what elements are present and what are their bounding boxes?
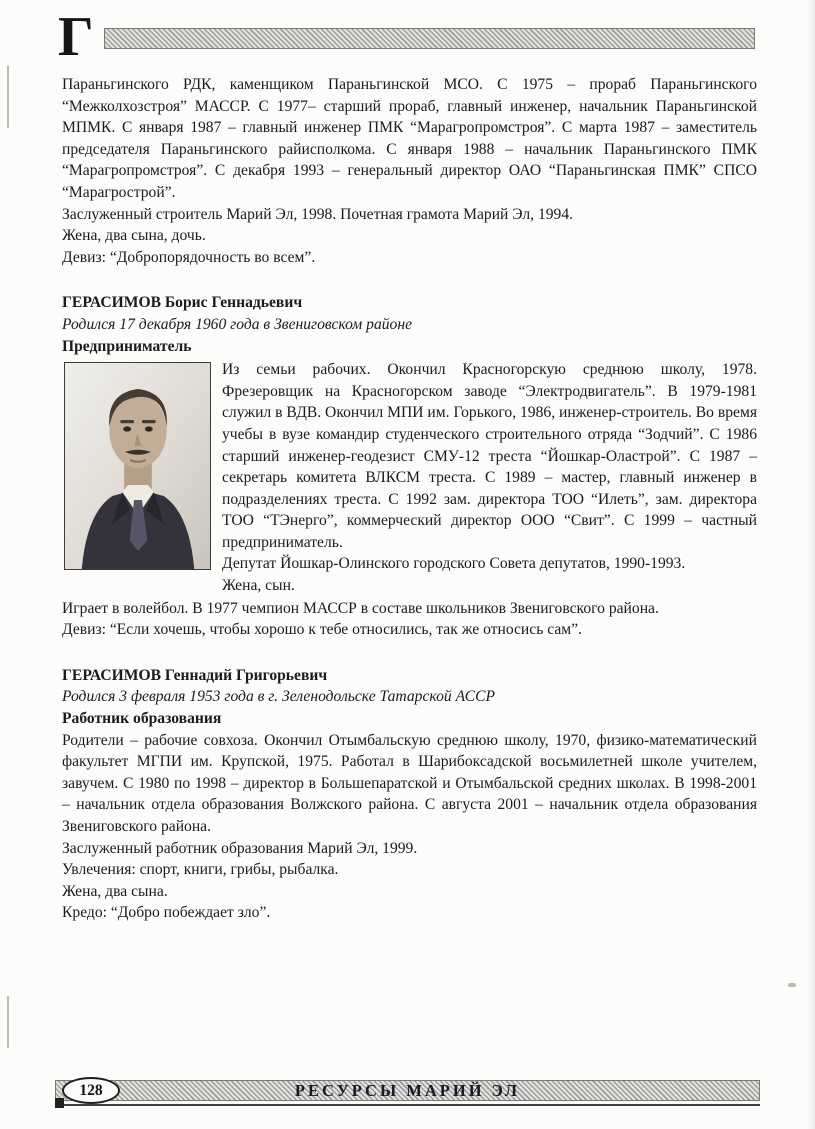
motto-line: Девиз: “Добропорядочность во всем”. [62,248,316,266]
footer-rule [55,1104,760,1106]
family-line: Жена, два сына. [62,882,168,900]
page-number: 128 [79,1081,103,1099]
entry-name: ГЕРАСИМОВ Геннадий Григорьевич [62,666,328,684]
entry-occupation: Предприниматель [62,337,192,355]
entry-occupation: Работник образования [62,710,222,728]
entry-gerasimov-gennady [62,665,757,924]
entry-body [62,359,757,597]
footer-hatch-bar [55,1080,760,1101]
section-letter: Г [58,6,94,68]
decorative-hatch-bar [104,28,755,49]
hobbies-line: Увлечения: спорт, книги, грибы, рыбалка. [62,861,339,879]
bio-paragraph: Из семьи рабочих. Окончил Красногорскую среднюю школу, 1978. Фрезеровщик на Красногорском заводе “Электродвигатель”. В 1979-1981 служил в ВДВ. Окончил МПИ им. Горького, 1986, инженер-строитель. Во время учебы в вузе командир студенческого строительного отряда “Зодчий”. С 1986 старший инженер-геодезист СМУ-12 треста “Йошкар-Оластрой”. С 1987 – секретарь комитета ВЛКСМ треста. С 1989 – мастер, главный инженер в подразделениях треста. С 1992 зам. директора ТОО “Илеть”, зам. директора ТОО “ТЭнерго”, коммерческий директор ООО “Свит”. С 1999 – частный предприниматель. [222,361,757,551]
awards-line: Заслуженный работник образования Марий Эл, 1999. [62,839,418,857]
hobby-line: Играет в волейбол. В 1977 чемпион МАССР в составе школьников Звениговского района. [62,599,659,617]
entry-name: ГЕРАСИМОВ Борис Геннадьевич [62,294,303,312]
scan-artifact [788,983,796,987]
footer-corner-square [55,1098,64,1108]
bio-paragraph: Родители – рабочие совхоза. Окончил Отымбальскую среднюю школу, 1970, физико-математический факультет МГПИ им. Крупской, 1975. Работал в Шарибоксадской восьмилетней школе учителем, завучем. С 1980 по 1998 – директор в Большепаратской и Отымбальской средних школах. В 1998-2001 – начальник отдела образования Волжского района. С августа 2001 – начальник отдела образования Звениговского района. [62,731,757,835]
entry-born-line: Родился 3 февраля 1953 года в г. Зеленодольске Татарской АССР [62,688,496,706]
entry-gerasimov-boris [62,292,757,641]
portrait-photo-drawing [65,363,210,569]
motto-line: Девиз: “Если хочешь, чтобы хорошо к тебе относились, так же относись сам”. [62,621,582,639]
page-footer [0,1078,815,1118]
entry-born-line: Родился 17 декабря 1960 года в Звениговском районе [62,315,412,333]
credo-line: Кредо: “Добро побеждает зло”. [62,904,271,922]
scan-artifact [7,996,9,1048]
portrait-photo [64,362,211,570]
scan-artifact [7,66,9,128]
entry-continuation [62,74,757,268]
family-line: Жена, сын. [222,577,295,595]
bio-paragraph: Параньгинского РДК, каменщиком Параньгинской МСО. С 1975 – прораб Параньгинского “Межколхозстроя” МАССР. С 1977– старший прораб, главный инженер, начальник Параньгинской МПМК. С января 1987 – главный инженер ПМК “Марагропромстроя”. С марта 1987 – заместитель председателя Параньгинского райисполкома. С января 1988 – начальник Параньгинского ПМК “Марагропромстроя”. С декабря 1993 – генеральный директор ОАО “Параньгинская ПМК” СПСО “Марагрострой”. [62,76,757,201]
page-content [0,62,815,924]
awards-line: Заслуженный строитель Марий Эл, 1998. Почетная грамота Марий Эл, 1994. [62,205,574,223]
section-letter-header [0,0,815,68]
service-line: Депутат Йошкар-Олинского городского Совета депутатов, 1990-1993. [222,555,686,573]
footer-title: РЕСУРСЫ МАРИЙ ЭЛ [294,1081,521,1100]
entry-bio-column [222,359,757,597]
family-line: Жена, два сына, дочь. [62,227,206,245]
page-number-badge [62,1077,120,1104]
